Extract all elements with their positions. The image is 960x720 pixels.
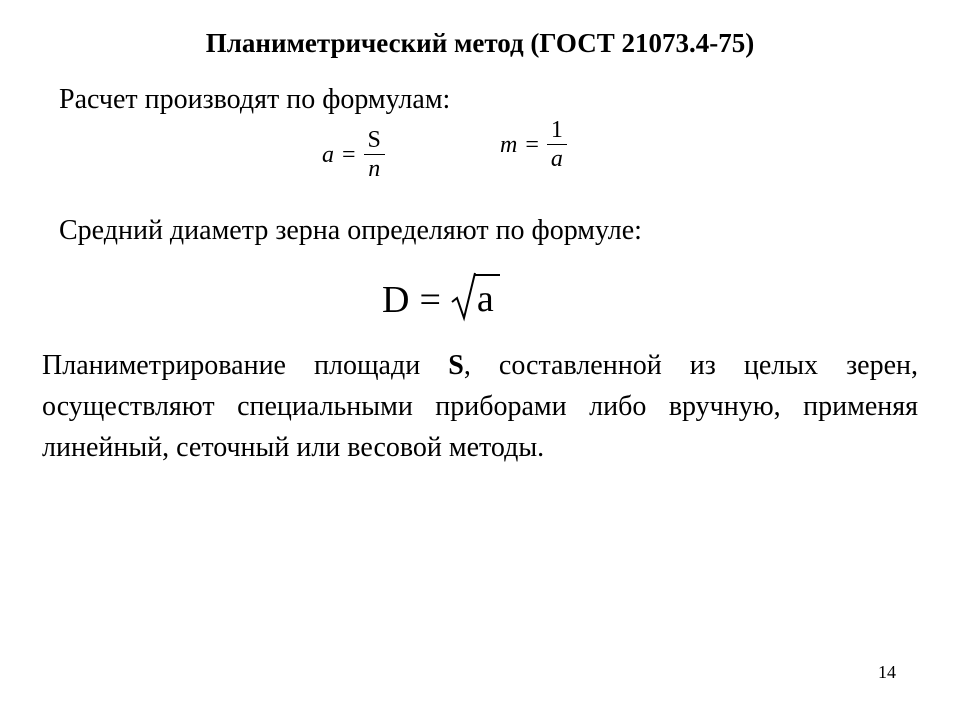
formula3-radical <box>451 272 500 322</box>
intro-text: Расчет производят по формулам: <box>59 84 451 115</box>
paragraph-bold-s: S <box>448 350 464 381</box>
diameter-intro-text: Средний диаметр зерна определяют по формуле: <box>59 215 642 246</box>
paragraph-text-after: , составленной из целых зерен, осуществляют специальными приборами либо вручную, применяя линейный, сеточный или весовой методы. <box>42 350 919 463</box>
formula2-equals: = <box>525 131 539 158</box>
formula3-lhs: D <box>382 279 410 321</box>
formula2-lhs: m <box>500 131 518 158</box>
planimetry-paragraph <box>42 345 918 468</box>
formula2-denominator: a <box>550 146 563 172</box>
formula3-equals: = <box>419 279 441 321</box>
formula2-numerator: 1 <box>550 117 563 143</box>
radical-sign-icon <box>451 272 477 322</box>
formula1-lhs: a <box>322 141 334 168</box>
formula1-denominator: n <box>368 156 381 182</box>
formula-d-equals-sqrt-a <box>382 272 500 322</box>
formula1-numerator: S <box>367 127 381 153</box>
formula2-fraction <box>547 116 567 173</box>
formula1-fraction <box>364 126 385 183</box>
page-number: 14 <box>878 662 896 682</box>
formula-a-equals-s-over-n <box>322 126 385 183</box>
formula-m-equals-1-over-a <box>500 116 567 173</box>
formula1-equals: = <box>342 141 356 168</box>
paragraph-text-before: Планиметрирование площади <box>42 350 449 381</box>
slide-title: Планиметрический метод (ГОСТ 21073.4-75) <box>205 28 755 58</box>
formula3-radicand: a <box>475 274 500 322</box>
